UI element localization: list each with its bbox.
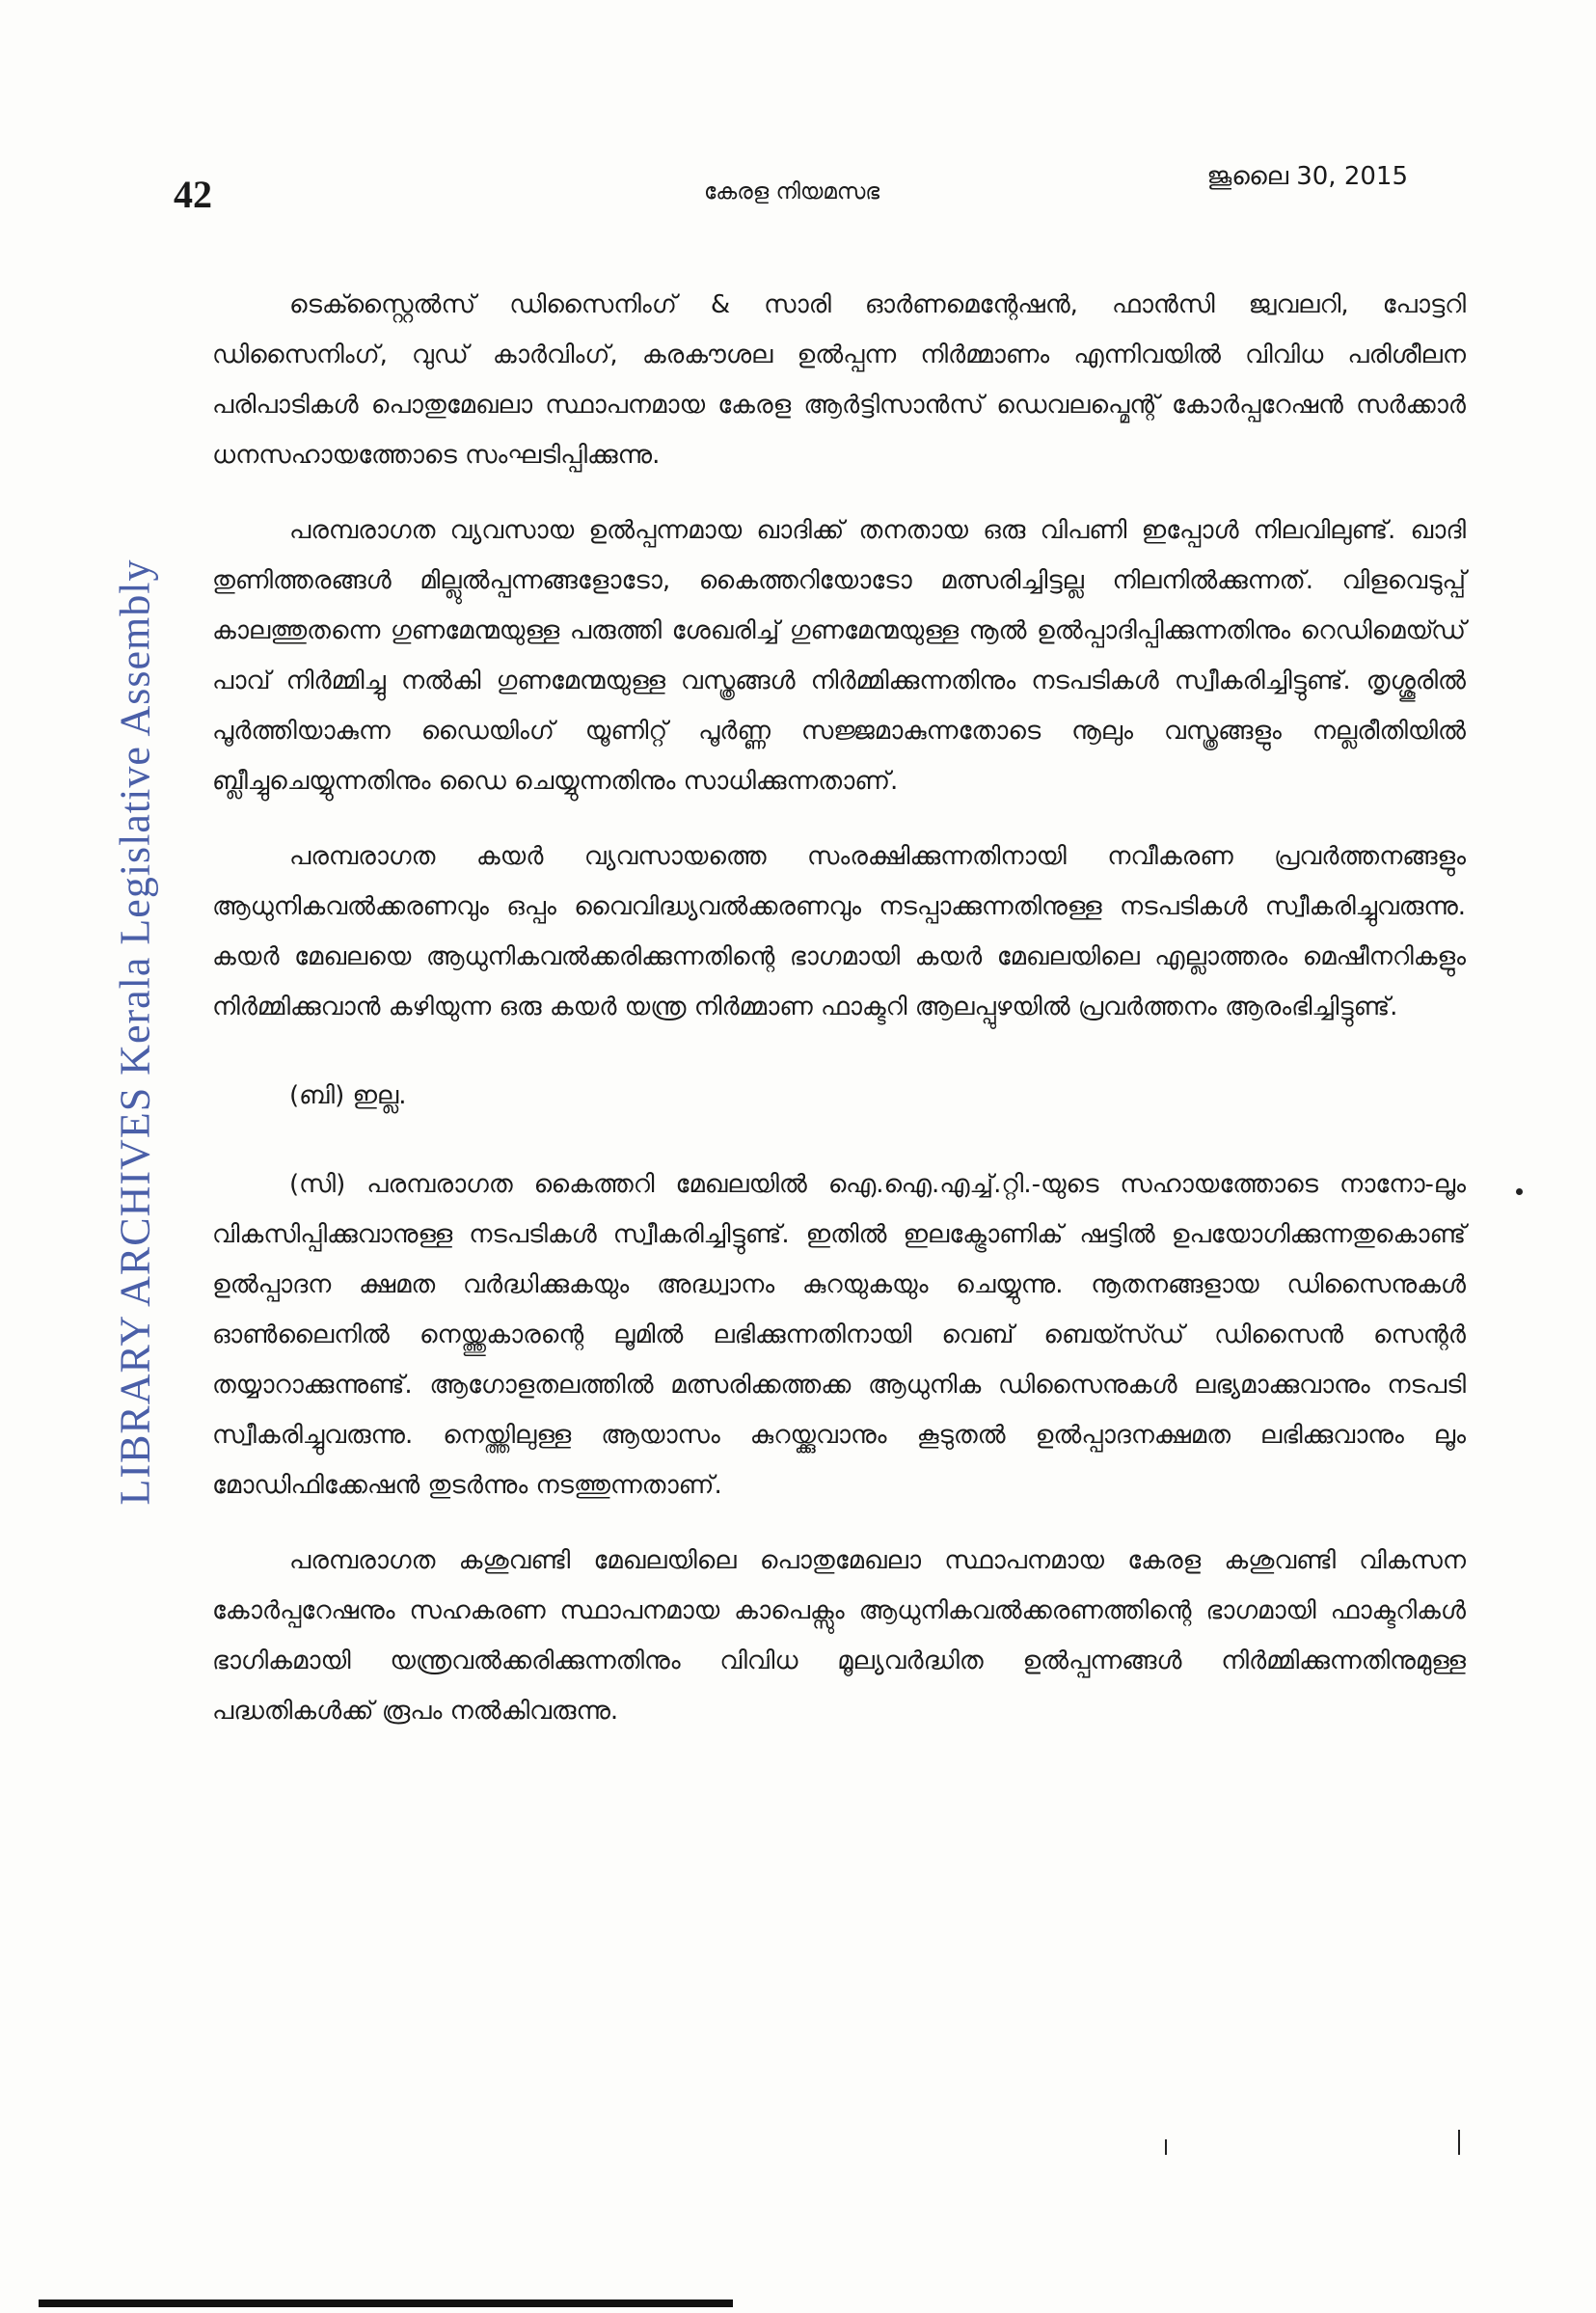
paragraph-cashew: പരമ്പരാഗത കശുവണ്ടി മേഖലയിലെ പൊതുമേഖലാ സ്ഥാപനമായ കേരള കശുവണ്ടി വികസന കോർപ്പറേഷനും സഹകരണ സ്ഥാപനമായ കാപെക്സും ആധുനികവൽക്കരണത്തിന്റെ ഭാഗമായി ഫാക്ടറികൾ ഭാഗികമായി യന്ത്രവൽക്കരിക്കുന്നതിനും വിവിധ മൂല്യവർദ്ധിത ഉൽപ്പന്നങ്ങൾ നിർമ്മിക്കുന്നതിനുമുള്ള പദ്ധതികൾക്ക് രൂപം നൽകിവരുന്നു. (212, 1546, 1466, 1726)
paragraph-khadi: പരമ്പരാഗത വ്യവസായ ഉൽപ്പന്നമായ ഖാദിക്ക് തനതായ ഒരു വിപണി ഇപ്പോൾ നിലവിലുണ്ട്. ഖാദി തുണിത്തരങ്ങൾ മില്ലുൽപ്പന്നങ്ങളോടോ, കൈത്തറിയോടോ മത്സരിച്ചിട്ടല്ല നിലനിൽക്കുന്നത്. വിളവെടുപ്പ് കാലത്തുതന്നെ ഗുണമേന്മയുള്ള പരുത്തി ശേഖരിച്ച് ഗുണമേന്മയുള്ള നൂൽ ഉൽപ്പാദിപ്പിക്കുന്നതിനും റെഡിമെയ്ഡ് പാവ് നിർമ്മിച്ചു നൽകി ഗുണമേന്മയുള്ള വസ്ത്രങ്ങൾ നിർമ്മിക്കുന്നതിനും നടപടികൾ സ്വീകരിച്ചിട്ടുണ്ട്. തൃശ്ശൂരിൽ പൂർത്തിയാകുന്ന ഡൈയിംഗ് യൂണിറ്റ് പൂർണ്ണ സജ്ജമാകുന്നതോടെ നൂലും വസ്ത്രങ്ങളും നല്ലരീതിയിൽ ബ്ലീച്ചുചെയ്യുന്നതിനും ഡൈ ചെയ്യുന്നതിനും സാധിക്കുന്നതാണ്. (212, 516, 1466, 796)
paragraph-artisans: ടെക്സ്റ്റൈൽസ് ഡിസൈനിംഗ് & സാരി ഓർണമെന്റേഷൻ, ഫാൻസി ജ്വവലറി, പോട്ടറി ഡിസൈനിംഗ്, വുഡ് കാർവിംഗ്, കരകൗശല ഉൽപ്പന്ന നിർമ്മാണം എന്നിവയിൽ വിവിധ പരിശീലന പരിപാടികൾ പൊതുമേഖലാ സ്ഥാപനമായ കേരള ആർട്ടിസാൻസ് ഡെവലപ്മെന്റ് കോർപ്പറേഷൻ സർക്കാർ ധനസഹായത്തോടെ സംഘടിപ്പിക്കുന്നു. (212, 290, 1466, 470)
scan-speck (1165, 2139, 1167, 2155)
body-text (212, 280, 1466, 1761)
page-number: 42 (174, 173, 212, 216)
running-title: കേരള നിയമസഭ (704, 179, 880, 204)
scan-speck (1516, 1188, 1523, 1195)
scan-speck (1458, 2130, 1460, 2155)
answer-b: (ബി) ഇല്ല. (289, 1081, 407, 1110)
bottom-rule (39, 2299, 733, 2307)
header-date: ജൂലൈ 30, 2015 (1206, 162, 1408, 191)
page-header (174, 162, 1408, 220)
paragraph-coir: പരമ്പരാഗത കയർ വ്യവസായത്തെ സംരക്ഷിക്കുന്നതിനായി നവീകരണ പ്രവർത്തനങ്ങളും ആധുനികവൽക്കരണവും ഒപ്പം വൈവിദ്ധ്യവൽക്കരണവും നടപ്പാക്കുന്നതിനുള്ള നടപടികൾ സ്വീകരിച്ചുവരുന്നു. കയർ മേഖലയെ ആധുനികവൽക്കരിക്കുന്നതിന്റെ ഭാഗമായി കയർ മേഖലയിലെ എല്ലാത്തരം മെഷീനറികളും നിർമ്മിക്കുവാൻ കഴിയുന്ന ഒരു കയർ യന്ത്ര നിർമ്മാണ ഫാക്ടറി ആലപ്പുഴയിൽ പ്രവർത്തനം ആരംഭിച്ചിട്ടുണ്ട്. (212, 842, 1466, 1021)
archive-watermark: LIBRARY ARCHIVES Kerala Legislative Assembly (111, 558, 159, 1506)
answer-c-handloom: (സി) പരമ്പരാഗത കൈത്തറി മേഖലയിൽ ഐ.ഐ.എച്ച്.റ്റി.-യുടെ സഹായത്തോടെ നാനോ-ലൂം വികസിപ്പിക്കുവാനുള്ള നടപടികൾ സ്വീകരിച്ചിട്ടുണ്ട്. ഇതിൽ ഇലക്ട്രോണിക് ഷട്ടിൽ ഉപയോഗിക്കുന്നതുകൊണ്ട് ഉൽപ്പാദന ക്ഷമത വർദ്ധിക്കുകയും അദ്ധ്വാനം കുറയുകയും ചെയ്യുന്നു. നൂതനങ്ങളായ ഡിസൈനുകൾ ഓൺലൈനിൽ നെയ്ത്തുകാരന്റെ ലൂമിൽ ലഭിക്കുന്നതിനായി വെബ് ബെയ്സ്ഡ് ഡിസൈൻ സെന്റർ തയ്യാറാക്കുന്നുണ്ട്. ആഗോളതലത്തിൽ മത്സരിക്കത്തക്ക ആധുനിക ഡിസൈനുകൾ ലഭ്യമാക്കുവാനും നടപടി സ്വീകരിച്ചുവരുന്നു. നെയ്ത്തിലുള്ള ആയാസം കുറയ്ക്കുവാനും കൂടുതൽ ഉൽപ്പാദനക്ഷമത ലഭിക്കുവാനും ലൂം മോഡിഫിക്കേഷൻ തുടർന്നും നടത്തുന്നതാണ്. (212, 1170, 1466, 1500)
